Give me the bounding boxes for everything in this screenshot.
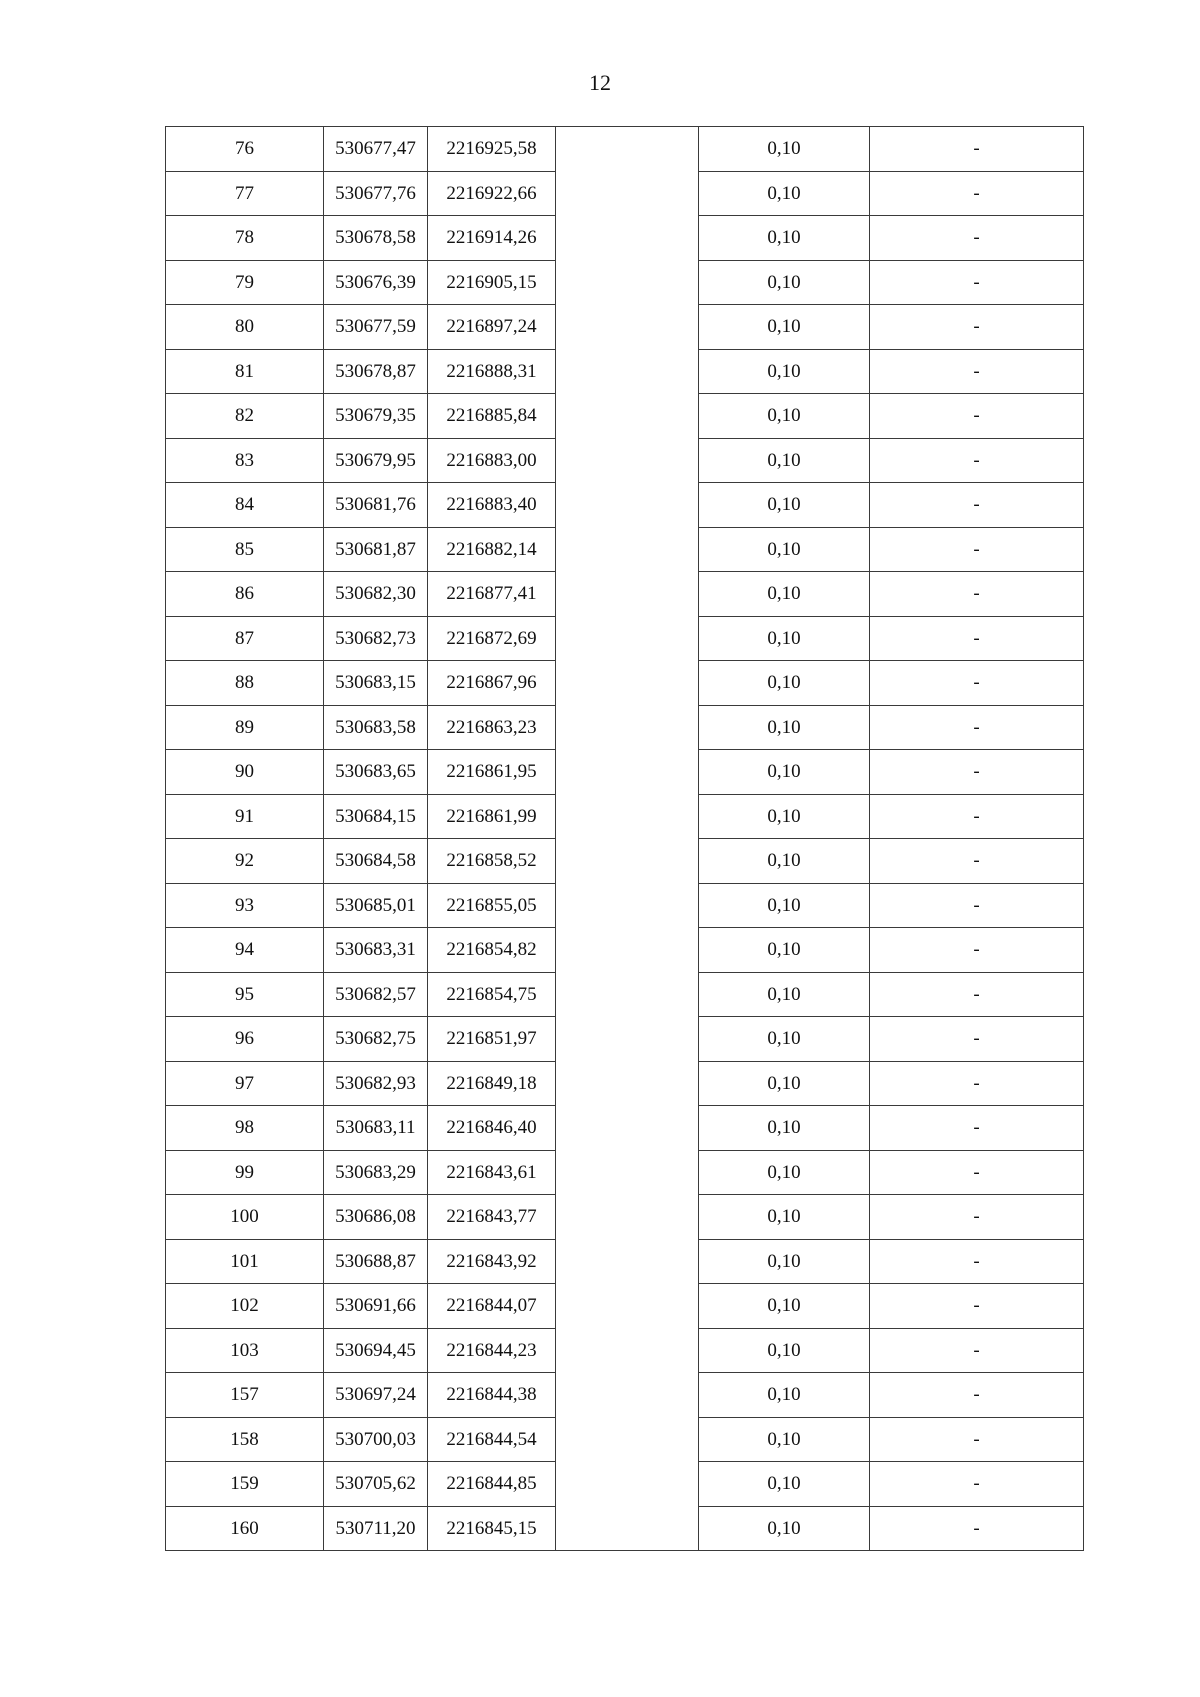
accuracy-cell: 0,10 — [699, 1106, 870, 1151]
accuracy-cell: 0,10 — [699, 127, 870, 172]
accuracy-cell: 0,10 — [699, 527, 870, 572]
point-number-cell: 100 — [166, 1195, 324, 1240]
y-coordinate-cell: 2216846,40 — [428, 1106, 556, 1151]
y-coordinate-cell: 2216844,85 — [428, 1462, 556, 1507]
y-coordinate-cell: 2216882,14 — [428, 527, 556, 572]
x-coordinate-cell: 530682,73 — [324, 616, 428, 661]
accuracy-cell: 0,10 — [699, 750, 870, 795]
point-number-cell: 80 — [166, 305, 324, 350]
y-coordinate-cell: 2216914,26 — [428, 216, 556, 261]
note-cell: - — [870, 1061, 1084, 1106]
accuracy-cell: 0,10 — [699, 216, 870, 261]
x-coordinate-cell: 530705,62 — [324, 1462, 428, 1507]
note-cell: - — [870, 260, 1084, 305]
accuracy-cell: 0,10 — [699, 260, 870, 305]
x-coordinate-cell: 530676,39 — [324, 260, 428, 305]
table-row — [166, 127, 1084, 172]
x-coordinate-cell: 530682,75 — [324, 1017, 428, 1062]
point-number-cell: 87 — [166, 616, 324, 661]
accuracy-cell: 0,10 — [699, 171, 870, 216]
note-cell: - — [870, 349, 1084, 394]
x-coordinate-cell: 530681,76 — [324, 483, 428, 528]
x-coordinate-cell: 530683,29 — [324, 1150, 428, 1195]
y-coordinate-cell: 2216883,40 — [428, 483, 556, 528]
y-coordinate-cell: 2216849,18 — [428, 1061, 556, 1106]
point-number-cell: 78 — [166, 216, 324, 261]
note-cell: - — [870, 171, 1084, 216]
accuracy-cell: 0,10 — [699, 483, 870, 528]
point-number-cell: 160 — [166, 1506, 324, 1551]
note-cell: - — [870, 1017, 1084, 1062]
x-coordinate-cell: 530677,76 — [324, 171, 428, 216]
point-number-cell: 82 — [166, 394, 324, 439]
x-coordinate-cell: 530688,87 — [324, 1239, 428, 1284]
accuracy-cell: 0,10 — [699, 1417, 870, 1462]
point-number-cell: 77 — [166, 171, 324, 216]
accuracy-cell: 0,10 — [699, 928, 870, 973]
x-coordinate-cell: 530682,57 — [324, 972, 428, 1017]
accuracy-cell: 0,10 — [699, 394, 870, 439]
note-cell: - — [870, 127, 1084, 172]
accuracy-cell: 0,10 — [699, 1284, 870, 1329]
y-coordinate-cell: 2216861,95 — [428, 750, 556, 795]
accuracy-cell: 0,10 — [699, 1328, 870, 1373]
accuracy-cell: 0,10 — [699, 972, 870, 1017]
y-coordinate-cell: 2216851,97 — [428, 1017, 556, 1062]
coordinates-table — [165, 126, 1084, 1551]
point-number-cell: 81 — [166, 349, 324, 394]
note-cell: - — [870, 1195, 1084, 1240]
y-coordinate-cell: 2216855,05 — [428, 883, 556, 928]
y-coordinate-cell: 2216844,54 — [428, 1417, 556, 1462]
note-cell: - — [870, 972, 1084, 1017]
page-number: 12 — [589, 70, 611, 95]
note-cell: - — [870, 1417, 1084, 1462]
y-coordinate-cell: 2216863,23 — [428, 705, 556, 750]
point-number-cell: 96 — [166, 1017, 324, 1062]
accuracy-cell: 0,10 — [699, 1373, 870, 1418]
point-number-cell: 101 — [166, 1239, 324, 1284]
y-coordinate-cell: 2216925,58 — [428, 127, 556, 172]
y-coordinate-cell: 2216858,52 — [428, 839, 556, 884]
accuracy-cell: 0,10 — [699, 1195, 870, 1240]
note-cell: - — [870, 394, 1084, 439]
y-coordinate-cell: 2216843,92 — [428, 1239, 556, 1284]
point-number-cell: 85 — [166, 527, 324, 572]
point-number-cell: 94 — [166, 928, 324, 973]
point-number-cell: 158 — [166, 1417, 324, 1462]
accuracy-cell: 0,10 — [699, 705, 870, 750]
accuracy-cell: 0,10 — [699, 1017, 870, 1062]
note-cell: - — [870, 883, 1084, 928]
point-number-cell: 89 — [166, 705, 324, 750]
y-coordinate-cell: 2216922,66 — [428, 171, 556, 216]
y-coordinate-cell: 2216843,61 — [428, 1150, 556, 1195]
point-number-cell: 159 — [166, 1462, 324, 1507]
x-coordinate-cell: 530684,15 — [324, 794, 428, 839]
note-cell: - — [870, 438, 1084, 483]
note-cell: - — [870, 527, 1084, 572]
empty-method-cell — [556, 127, 699, 1551]
note-cell: - — [870, 750, 1084, 795]
note-cell: - — [870, 1106, 1084, 1151]
y-coordinate-cell: 2216888,31 — [428, 349, 556, 394]
note-cell: - — [870, 616, 1084, 661]
x-coordinate-cell: 530681,87 — [324, 527, 428, 572]
note-cell: - — [870, 794, 1084, 839]
y-coordinate-cell: 2216877,41 — [428, 572, 556, 617]
x-coordinate-cell: 530685,01 — [324, 883, 428, 928]
note-cell: - — [870, 928, 1084, 973]
point-number-cell: 93 — [166, 883, 324, 928]
accuracy-cell: 0,10 — [699, 839, 870, 884]
y-coordinate-cell: 2216867,96 — [428, 661, 556, 706]
y-coordinate-cell: 2216872,69 — [428, 616, 556, 661]
x-coordinate-cell: 530683,58 — [324, 705, 428, 750]
accuracy-cell: 0,10 — [699, 661, 870, 706]
point-number-cell: 79 — [166, 260, 324, 305]
point-number-cell: 95 — [166, 972, 324, 1017]
note-cell: - — [870, 483, 1084, 528]
x-coordinate-cell: 530683,15 — [324, 661, 428, 706]
accuracy-cell: 0,10 — [699, 794, 870, 839]
y-coordinate-cell: 2216885,84 — [428, 394, 556, 439]
coordinates-table-body — [166, 127, 1084, 1551]
point-number-cell: 88 — [166, 661, 324, 706]
point-number-cell: 84 — [166, 483, 324, 528]
note-cell: - — [870, 1239, 1084, 1284]
accuracy-cell: 0,10 — [699, 572, 870, 617]
y-coordinate-cell: 2216897,24 — [428, 305, 556, 350]
y-coordinate-cell: 2216854,75 — [428, 972, 556, 1017]
x-coordinate-cell: 530686,08 — [324, 1195, 428, 1240]
note-cell: - — [870, 1328, 1084, 1373]
y-coordinate-cell: 2216861,99 — [428, 794, 556, 839]
accuracy-cell: 0,10 — [699, 438, 870, 483]
accuracy-cell: 0,10 — [699, 349, 870, 394]
y-coordinate-cell: 2216844,38 — [428, 1373, 556, 1418]
note-cell: - — [870, 705, 1084, 750]
note-cell: - — [870, 305, 1084, 350]
x-coordinate-cell: 530700,03 — [324, 1417, 428, 1462]
x-coordinate-cell: 530678,58 — [324, 216, 428, 261]
accuracy-cell: 0,10 — [699, 305, 870, 350]
x-coordinate-cell: 530683,31 — [324, 928, 428, 973]
note-cell: - — [870, 1373, 1084, 1418]
note-cell: - — [870, 1462, 1084, 1507]
point-number-cell: 90 — [166, 750, 324, 795]
x-coordinate-cell: 530682,30 — [324, 572, 428, 617]
note-cell: - — [870, 572, 1084, 617]
point-number-cell: 157 — [166, 1373, 324, 1418]
x-coordinate-cell: 530694,45 — [324, 1328, 428, 1373]
y-coordinate-cell: 2216843,77 — [428, 1195, 556, 1240]
x-coordinate-cell: 530683,11 — [324, 1106, 428, 1151]
note-cell: - — [870, 839, 1084, 884]
note-cell: - — [870, 1284, 1084, 1329]
point-number-cell: 99 — [166, 1150, 324, 1195]
point-number-cell: 97 — [166, 1061, 324, 1106]
x-coordinate-cell: 530679,95 — [324, 438, 428, 483]
y-coordinate-cell: 2216844,23 — [428, 1328, 556, 1373]
accuracy-cell: 0,10 — [699, 1239, 870, 1284]
point-number-cell: 86 — [166, 572, 324, 617]
accuracy-cell: 0,10 — [699, 1150, 870, 1195]
x-coordinate-cell: 530677,59 — [324, 305, 428, 350]
y-coordinate-cell: 2216854,82 — [428, 928, 556, 973]
note-cell: - — [870, 661, 1084, 706]
x-coordinate-cell: 530697,24 — [324, 1373, 428, 1418]
point-number-cell: 83 — [166, 438, 324, 483]
x-coordinate-cell: 530711,20 — [324, 1506, 428, 1551]
note-cell: - — [870, 1506, 1084, 1551]
x-coordinate-cell: 530678,87 — [324, 349, 428, 394]
point-number-cell: 102 — [166, 1284, 324, 1329]
point-number-cell: 76 — [166, 127, 324, 172]
accuracy-cell: 0,10 — [699, 1061, 870, 1106]
note-cell: - — [870, 216, 1084, 261]
x-coordinate-cell: 530677,47 — [324, 127, 428, 172]
x-coordinate-cell: 530691,66 — [324, 1284, 428, 1329]
accuracy-cell: 0,10 — [699, 1506, 870, 1551]
point-number-cell: 103 — [166, 1328, 324, 1373]
point-number-cell: 92 — [166, 839, 324, 884]
accuracy-cell: 0,10 — [699, 883, 870, 928]
note-cell: - — [870, 1150, 1084, 1195]
y-coordinate-cell: 2216883,00 — [428, 438, 556, 483]
x-coordinate-cell: 530683,65 — [324, 750, 428, 795]
x-coordinate-cell: 530679,35 — [324, 394, 428, 439]
y-coordinate-cell: 2216905,15 — [428, 260, 556, 305]
point-number-cell: 98 — [166, 1106, 324, 1151]
x-coordinate-cell: 530682,93 — [324, 1061, 428, 1106]
accuracy-cell: 0,10 — [699, 616, 870, 661]
accuracy-cell: 0,10 — [699, 1462, 870, 1507]
y-coordinate-cell: 2216844,07 — [428, 1284, 556, 1329]
y-coordinate-cell: 2216845,15 — [428, 1506, 556, 1551]
x-coordinate-cell: 530684,58 — [324, 839, 428, 884]
point-number-cell: 91 — [166, 794, 324, 839]
